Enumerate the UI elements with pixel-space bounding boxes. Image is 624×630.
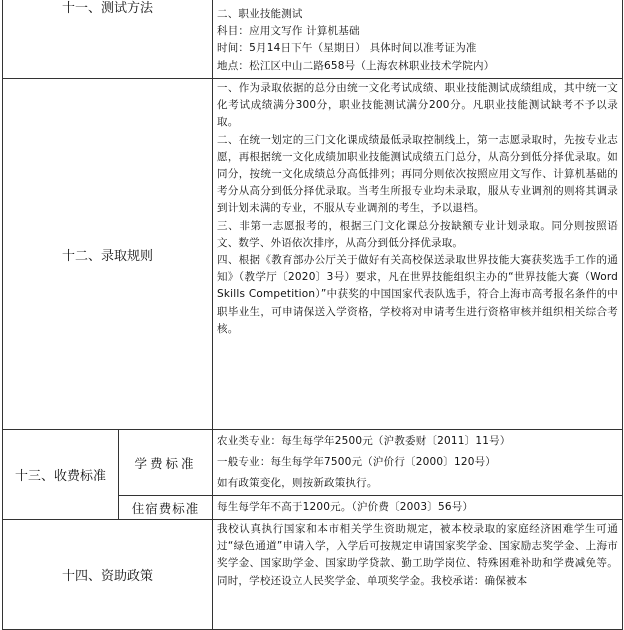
rule-paragraph: 四、根据《教育部办公厅关于做好有关高校保送录取世界技能大赛获奖选手工作的通知》（教学厅〔2020〕3号）要求，凡在世界技能组织主办的“世界技能大赛（Word Skills Competition）”中获奖的中国国家代表队选手，符合上海市高考报名条件的中职毕业生，可申请保送入学资格，学校将对申请考生进行资格审核并组织相关综合考核。 <box>217 254 619 335</box>
tuition-line: 如有政策变化，则按新政策执行。 <box>217 477 378 489</box>
test-method-line: 二、职业技能测试 <box>217 8 303 20</box>
row-financial-aid <box>3 520 623 630</box>
admission-rules-content <box>213 79 623 430</box>
section-title-financial-aid: 十四、资助政策 <box>3 520 213 630</box>
row-test-method <box>3 0 623 79</box>
test-method-line: 科目：应用文写作 计算机基础 <box>217 25 360 38</box>
tuition-content <box>213 430 623 496</box>
test-method-line: 地点：松江区中山二路658号（上海农林职业技术学院内） <box>217 59 495 72</box>
tuition-line: 一般专业：每生每学年7500元（沪价行〔2000〕120号） <box>217 456 496 468</box>
rule-paragraph: 三、非第一志愿报考的，根据三门文化课总分按缺额专业计划录取。同分则按照语文、数学、外语依次排序，从高分到低分择优录取。 <box>217 219 619 249</box>
row-admission-rules <box>3 79 623 430</box>
row-tuition <box>3 430 623 496</box>
lodging-content: 每生每学年不高于1200元。（沪价费〔2003〕56号） <box>213 496 623 520</box>
financial-aid-content: 我校认真执行国家和本市相关学生资助规定，被本校录取的家庭经济困难学生可通过“绿色通道”申请入学，入学后可按规定申请国家奖学金、国家励志奖学金、上海市奖学金、国家助学金、国家助学贷款、勤工助学岗位、特殊困难补助和学费减免等。同时，学校还设立人民奖学金、单项奖学金。我校承诺：确保被本 <box>213 520 623 630</box>
section-title-fees: 十三、收费标准 <box>3 430 119 520</box>
lodging-label: 住宿费标准 <box>119 496 213 520</box>
tuition-label: 学费标准 <box>119 430 213 496</box>
tuition-line: 农业类专业：每生每学年2500元（沪教委财〔2011〕11号） <box>217 435 511 447</box>
admission-table <box>2 0 623 630</box>
rule-paragraph: 二、在统一划定的三门文化课成绩最低录取控制线上，第一志愿录取时，先按专业志愿，再根据统一文化成绩加职业技能测试成绩五门总分，从高分到低分择优录取。如同分，按统一文化成绩总分高低排列；再同分则依次按照应用文写作、计算机基础的考分从高分到低分择优录取。当考生所报专业均未录取，服从专业调剂的则将其调录到计划未满的专业，不服从专业调剂的考生，予以退档。 <box>217 133 619 215</box>
section-title-test-method: 十一、测试方法 <box>3 0 213 79</box>
test-method-content <box>213 0 623 79</box>
rule-paragraph: 一、作为录取依据的总分由统一文化考试成绩、职业技能测试成绩组成，其中统一文化考试成绩满分300分，职业技能测试满分200分。凡职业技能测试缺考不予以录取。 <box>217 82 619 129</box>
section-title-admission-rules: 十二、录取规则 <box>3 79 213 430</box>
test-method-line: 时间：5月14日下午（星期日） 具体时间以准考证为准 <box>217 42 477 55</box>
